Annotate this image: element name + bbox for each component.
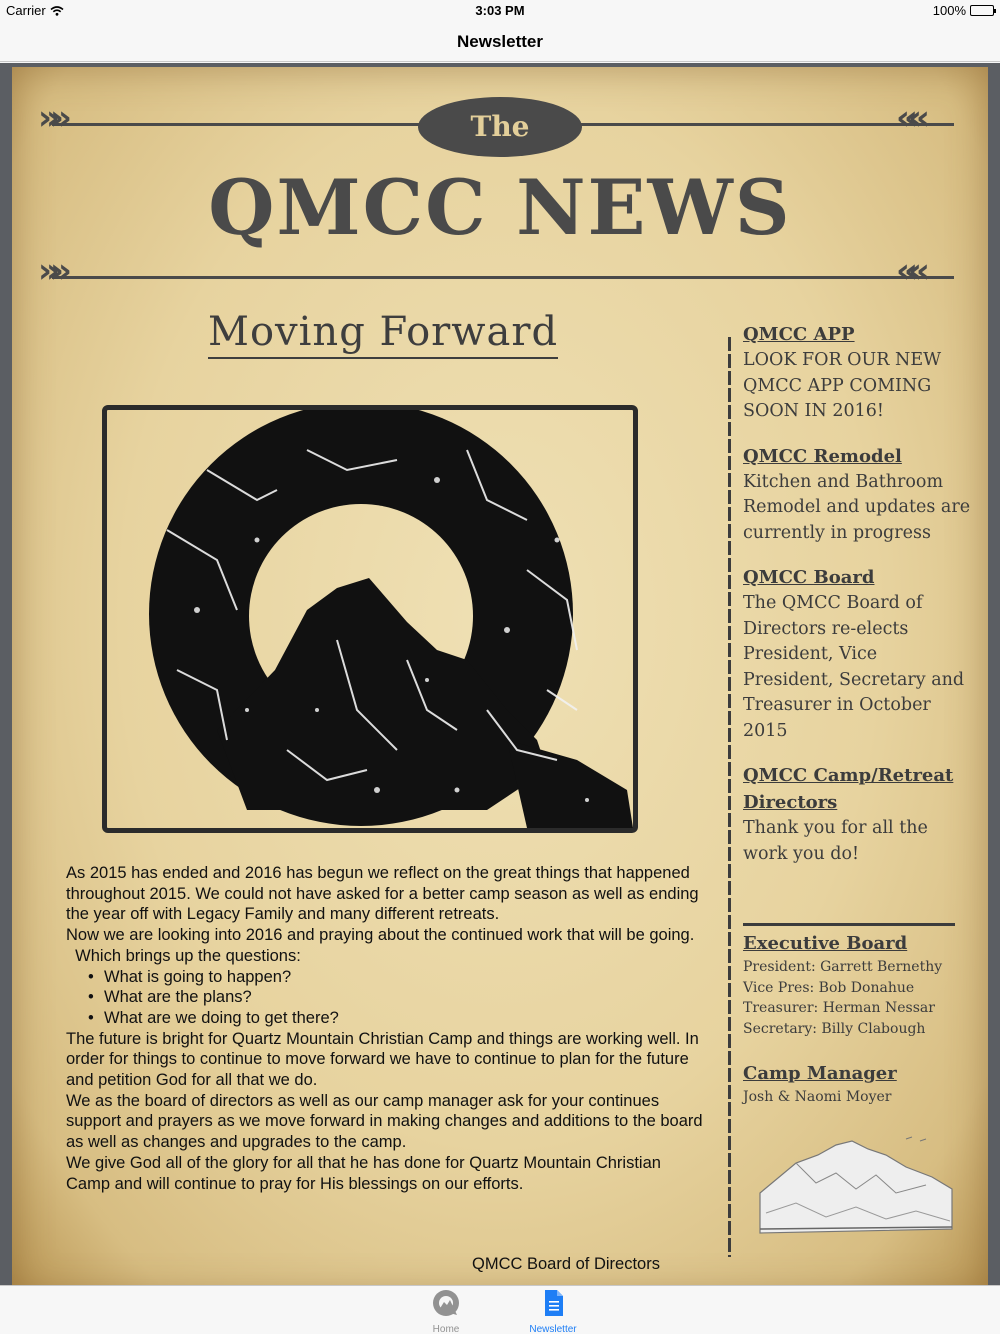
sidebar-section-remodel (743, 443, 973, 547)
article-headline: Moving Forward (208, 309, 558, 359)
newsletter-scroll-view[interactable] (0, 63, 1000, 1285)
arrow-fletching-icon: «« (896, 98, 920, 138)
battery-indicator (933, 3, 994, 18)
sidebar-section-app (743, 321, 973, 425)
nav-title: Newsletter (457, 32, 543, 51)
masthead-title: QMCC NEWS (208, 163, 792, 252)
camp-manager-names: Josh & Naomi Moyer (743, 1089, 892, 1106)
qmcc-logo-image (102, 405, 638, 833)
newsletter-page (12, 67, 988, 1285)
sidebar-heading: QMCC Remodel (743, 445, 902, 467)
sidebar-section-board (743, 564, 973, 744)
navigation-bar (0, 22, 1000, 62)
arrow-fletching-icon: »» (38, 251, 62, 291)
article-paragraph: We give God all of the glory for all that he has done for Quartz Mountain Christian Camp and will continue to pray for His blessings on our efforts. (66, 1153, 661, 1193)
tab-home[interactable] (406, 1288, 486, 1334)
executive-board-member: President: Garrett Bernethy (743, 959, 943, 975)
sidebar-text: Kitchen and Bathroom Remodel and updates are currently in progress (743, 471, 971, 543)
sidebar-text: The QMCC Board of Directors re-elects President, Vice President, Secretary and Treasurer in October 2015 (743, 593, 965, 741)
tab-home-label: Home (432, 1324, 460, 1334)
battery-icon (970, 5, 994, 16)
camp-manager-heading: Camp Manager (743, 1063, 897, 1085)
status-time: 3:03 PM (475, 3, 525, 18)
sidebar-section-camp-directors (743, 762, 973, 867)
home-q-logo-icon (431, 1288, 461, 1318)
q-mountain-logo-icon (107, 410, 633, 828)
article-body (66, 863, 706, 1194)
sidebar-heading: QMCC Board (743, 567, 875, 588)
sidebar-heading: QMCC Camp/Retreat Directors (743, 765, 954, 813)
executive-board-member: Secretary: Billy Clabough (743, 1020, 926, 1037)
executive-board-heading: Executive Board (743, 933, 908, 954)
masthead-the: The (418, 97, 582, 157)
mountain-sketch-icon (756, 1133, 956, 1243)
sidebar-rule (743, 923, 955, 926)
battery-percent: 100% (932, 3, 966, 18)
masthead-rule-bottom (52, 276, 954, 279)
document-icon (538, 1288, 568, 1318)
carrier-label: Carrier (6, 3, 46, 18)
tab-bar (0, 1285, 1000, 1334)
question-list (66, 967, 706, 1029)
masthead (12, 67, 988, 307)
sidebar-heading: QMCC APP (743, 324, 855, 345)
article-paragraph: The future is bright for Quartz Mountain Christian Camp and things are working well. In order for things to continue to move forward we have to continue to plan for the future and petition God for all that we do. (66, 1029, 699, 1090)
arrow-fletching-icon: »» (38, 98, 62, 138)
sidebar-text: LOOK FOR OUR NEW QMCC APP COMING SOON IN 2016! (743, 350, 942, 421)
article-paragraph: We as the board of directors as well as our camp manager ask for your continues support and prayers as we move forward in making changes and additions to the board as well as changes and upgrades to the camp. (66, 1091, 703, 1152)
article-paragraph: As 2015 has ended and 2016 has begun we reflect on the great things that happened throughout 2015. We could not have asked for a better camp season as well as ending the year off with Legacy Family and many different retreats. (66, 864, 699, 924)
executive-board-member: Vice Pres: Bob Donahue (743, 979, 915, 996)
sidebar-text: Thank you for all the work you do! (743, 818, 928, 864)
list-item: • What are the plans? (88, 987, 706, 1008)
column-divider (728, 337, 731, 1257)
sidebar-contacts (743, 931, 973, 1108)
article-paragraph: Now we are looking into 2016 and praying about the continued work that will be going. (66, 926, 695, 945)
tab-newsletter-label: Newsletter (529, 1324, 577, 1334)
arrow-fletching-icon: «« (896, 251, 920, 291)
list-item: • What are we doing to get there? (88, 1008, 706, 1029)
executive-board-member: Treasurer: Herman Nessar (743, 1000, 935, 1017)
masthead-rule-top-left (52, 123, 422, 126)
list-item: • What is going to happen? (88, 967, 706, 988)
sidebar-column (743, 321, 973, 885)
article-paragraph: Which brings up the questions: (66, 946, 301, 965)
status-bar (0, 0, 1000, 22)
article-signature: QMCC Board of Directors (472, 1255, 660, 1273)
tab-newsletter[interactable] (513, 1288, 593, 1334)
